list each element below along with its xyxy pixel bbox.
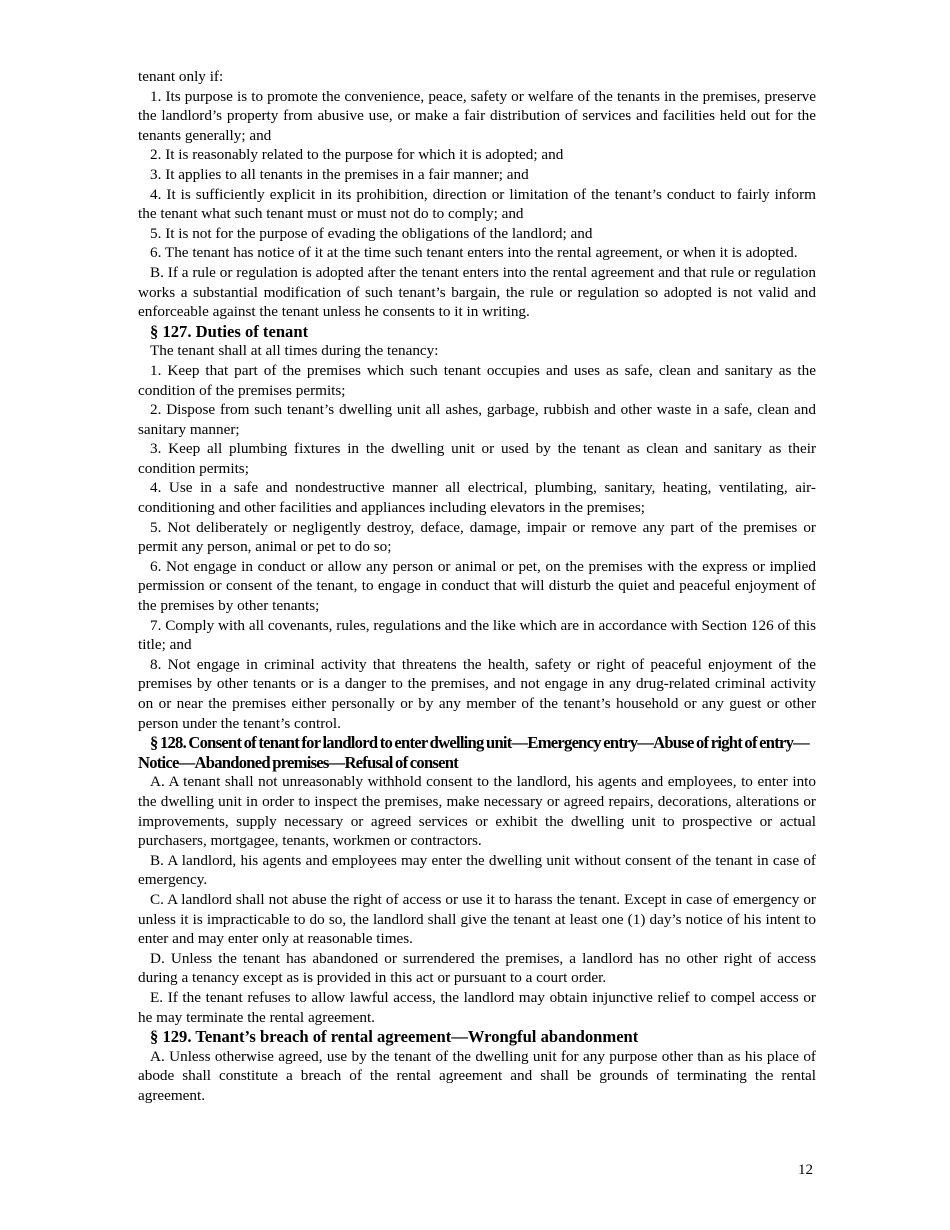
tenant-duty-5: 5. Not deliberately or negligently destroy, deface, damage, impair or remove any part of the premises or permit any person, animal or pet to do so; — [138, 518, 816, 556]
tenant-duty-8: 8. Not engage in criminal activity that threatens the health, safety or right of peaceful enjoyment of the premises by other tenants or is a danger to the premises, and not engage in any drug-related criminal activity on or near the premises either personally or by any member of the tenant’s household or any guest or other person under the tenant’s control. — [138, 655, 816, 732]
document-page — [138, 67, 816, 1105]
tenant-duty-7: 7. Comply with all covenants, rules, regulations and the like which are in accordance with Section 126 of this title; and — [138, 616, 816, 654]
page-number: 12 — [798, 1162, 813, 1178]
section-127-intro: The tenant shall at all times during the tenancy: — [150, 342, 439, 360]
rule-condition-4: 4. It is sufficiently explicit in its prohibition, direction or limitation of the tenant’s conduct to fairly inform the tenant what such tenant must or must not do to comply; and — [138, 185, 816, 223]
tenant-duty-2: 2. Dispose from such tenant’s dwelling unit all ashes, garbage, rubbish and other waste in a safe, clean and sanitary manner; — [138, 401, 816, 438]
rule-paragraph-b: B. If a rule or regulation is adopted after the tenant enters into the rental agreement and that rule or regulation works a substantial modification of such tenant’s bargain, the rule or regulation so adopted is not valid and enforceable against the tenant unless he consents to it in writing. — [138, 263, 816, 321]
entry-consent-a: A. A tenant shall not unreasonably withhold consent to the landlord, his agents and employees, to enter into the dwelling unit in order to inspect the premises, make necessary or agreed repairs, decorations, alterations or improvements, supply necessary or agreed services or exhibit the dwelling unit to prospective or actual purchasers, mortgagee, tenants, workmen or contractors. — [138, 773, 816, 850]
tenant-duty-3: 3. Keep all plumbing fixtures in the dwelling unit or used by the tenant as clean and sanitary as their condition permits; — [138, 440, 816, 477]
breach-paragraph-a: A. Unless otherwise agreed, use by the tenant of the dwelling unit for any purpose other than as his place of abode shall constitute a breach of the rental agreement and shall be grounds of terminating the rental agreement. — [138, 1047, 816, 1104]
section-127-heading: § 127. Duties of tenant — [150, 321, 309, 341]
rule-condition-5: 5. It is not for the purpose of evading the obligations of the landlord; and — [150, 224, 593, 242]
entry-consent-e: E. If the tenant refuses to allow lawful access, the landlord may obtain injunctive relief to compel access or he may terminate the rental agreement. — [138, 988, 816, 1026]
rule-condition-3: 3. It applies to all tenants in the premises in a fair manner; and — [150, 165, 529, 183]
section-128-heading: § 128. Consent of tenant for landlord to enter dwelling unit—Emergency entry—Abuse of right of entry—Notice—Abandoned premises—Refusal of consent — [138, 733, 809, 772]
intro-line: tenant only if: — [138, 68, 224, 85]
tenant-duty-6: 6. Not engage in conduct or allow any person or animal or pet, on the premises with the express or implied permission or consent of the tenant, to engage in conduct that will disturb the quiet and peaceful enjoyment of the premises by other tenants; — [138, 557, 816, 615]
section-129-heading: § 129. Tenant’s breach of rental agreement—Wrongful abandonment — [150, 1027, 639, 1047]
entry-consent-c: C. A landlord shall not abuse the right of access or use it to harass the tenant. Except in case of emergency or unless it is impracticable to do so, the landlord shall give the tenant at least one (1) day’s notice of his intent to enter and may enter only at reasonable times. — [138, 890, 816, 948]
tenant-duty-1: 1. Keep that part of the premises which such tenant occupies and uses as safe, clean and sanitary as the condition of the premises permits; — [138, 361, 816, 399]
entry-consent-d: D. Unless the tenant has abandoned or surrendered the premises, a landlord has no other right of access during a tenancy except as is provided in this act or pursuant to a court order. — [138, 949, 816, 987]
rule-condition-2: 2. It is reasonably related to the purpose for which it is adopted; and — [150, 146, 564, 164]
tenant-duty-4: 4. Use in a safe and nondestructive manner all electrical, plumbing, sanitary, heating, ventilating, air-conditioning and other facilities and appliances including elevators in the premises; — [138, 479, 816, 517]
entry-consent-b: B. A landlord, his agents and employees may enter the dwelling unit without consent of the tenant in case of emergency. — [138, 851, 816, 889]
rule-condition-1: 1. Its purpose is to promote the convenience, peace, safety or welfare of the tenants in the premises, preserve the landlord’s property from abusive use, or make a fair distribution of services and facilities held out for the tenants generally; and — [138, 87, 816, 144]
rule-condition-6: 6. The tenant has notice of it at the time such tenant enters into the rental agreement, or when it is adopted. — [150, 244, 798, 262]
